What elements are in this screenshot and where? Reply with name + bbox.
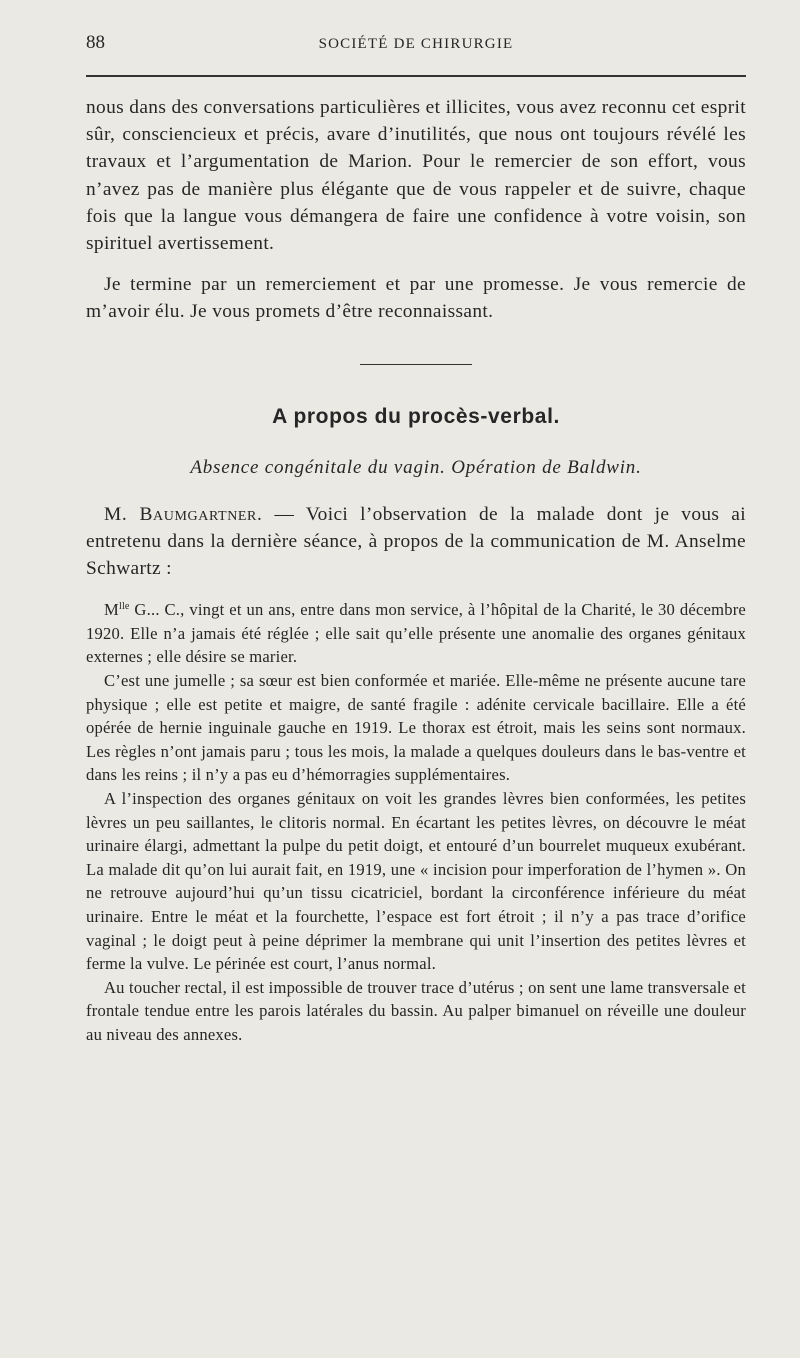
- case-paragraph-1-text: G... C., vingt et un ans, entre dans mon service, à l’hôpital de la Charité, le 30 décembre 1920. Elle n’a jamais été réglée ; elle sait qu’elle présente une anomalie des organes génitaux externes ; elle désire se marier.: [86, 600, 746, 667]
- case-paragraph-1: [86, 598, 746, 669]
- case-paragraph-4: Au toucher rectal, il est impossible de trouver trace d’utérus ; on sent une lame transversale et frontale tendue entre les parois latérales du bassin. Au palper bimanuel on réveille une douleur au niveau des annexes.: [86, 977, 746, 1044]
- running-head: SOCIÉTÉ DE CHIRURGIE: [318, 36, 514, 52]
- case-paragraph-3: A l’inspection des organes génitaux on voit les grandes lèvres bien conformées, les petites lèvres un peu saillantes, le clitoris normal. En écartant les petites lèvres, on découvre le méat urinaire élargi, admettant la pulpe du petit doigt, et entouré d’un bourrelet muqueux exubérant. La malade dit qu’on lui aurait fait, en 1919, une « incision pour imperforation de l’hymen ». On ne retrouve aujourd’hui qu’un tissu cicatriciel, bordant la circonférence inférieure du méat urinaire. Entre le méat et la fourchette, l’espace est fort étroit ; il n’y a pas trace d’orifice vaginal ; le doigt peut à peine déprimer la membrane qui unit l’insertion des petites lèvres et ferme la vulve. Le périnée est court, l’anus normal.: [86, 788, 746, 974]
- patient-superscript: lle: [118, 601, 130, 613]
- intro-text: — Voici l’observation de la malade dont je vous ai entretenu dans la dernière séance, à propos de la communication de M. Anselme Schwartz :: [86, 503, 746, 580]
- observation-intro: [86, 501, 746, 583]
- section-title: A propos du procès-verbal.: [272, 404, 560, 428]
- speaker-name: M. Baumgartner.: [104, 503, 263, 525]
- patient-prefix: M: [104, 600, 119, 620]
- case-paragraph-2: C’est une jumelle ; sa sœur est bien conformée et mariée. Elle-même ne présente aucune tare physique ; elle est petite et maigre, de santé fragile : adénite cervicale bacillaire. Elle a été opérée de hernie inguinale gauche en 1919. Le thorax est étroit, mais les seins sont normaux. Les règles n’ont jamais paru ; tous les mois, la malade a quelques douleurs dans le bas-ventre et dans les reins ; il n’y a pas eu d’hémorragies supplémentaires.: [86, 671, 746, 785]
- closing-paragraph-1: nous dans des conversations particulières et illicites, vous avez reconnu cet esprit sûr, consciencieux et précis, avare d’inutilités, que nous ont toujours révélé les travaux et l’argumentation de Marion. Pour le remercier de son effort, vous n’avez pas de manière plus élégante que de vous rappeler et de suivre, chaque fois que la langue vous démangera de faire une confidence à votre voisin, son spirituel avertissement.: [86, 97, 746, 255]
- section-subtitle: Absence congénitale du vagin. Opération de Baldwin.: [190, 456, 642, 478]
- page-header: [86, 32, 746, 62]
- header-rule: [86, 75, 746, 77]
- section-divider: [360, 364, 472, 365]
- page-body: [86, 94, 746, 1047]
- page-number: 88: [86, 32, 105, 53]
- closing-paragraph-2: Je termine par un remerciement et par une promesse. Je vous remercie de m’avoir élu. Je vous promets d’être reconnaissant.: [86, 274, 746, 323]
